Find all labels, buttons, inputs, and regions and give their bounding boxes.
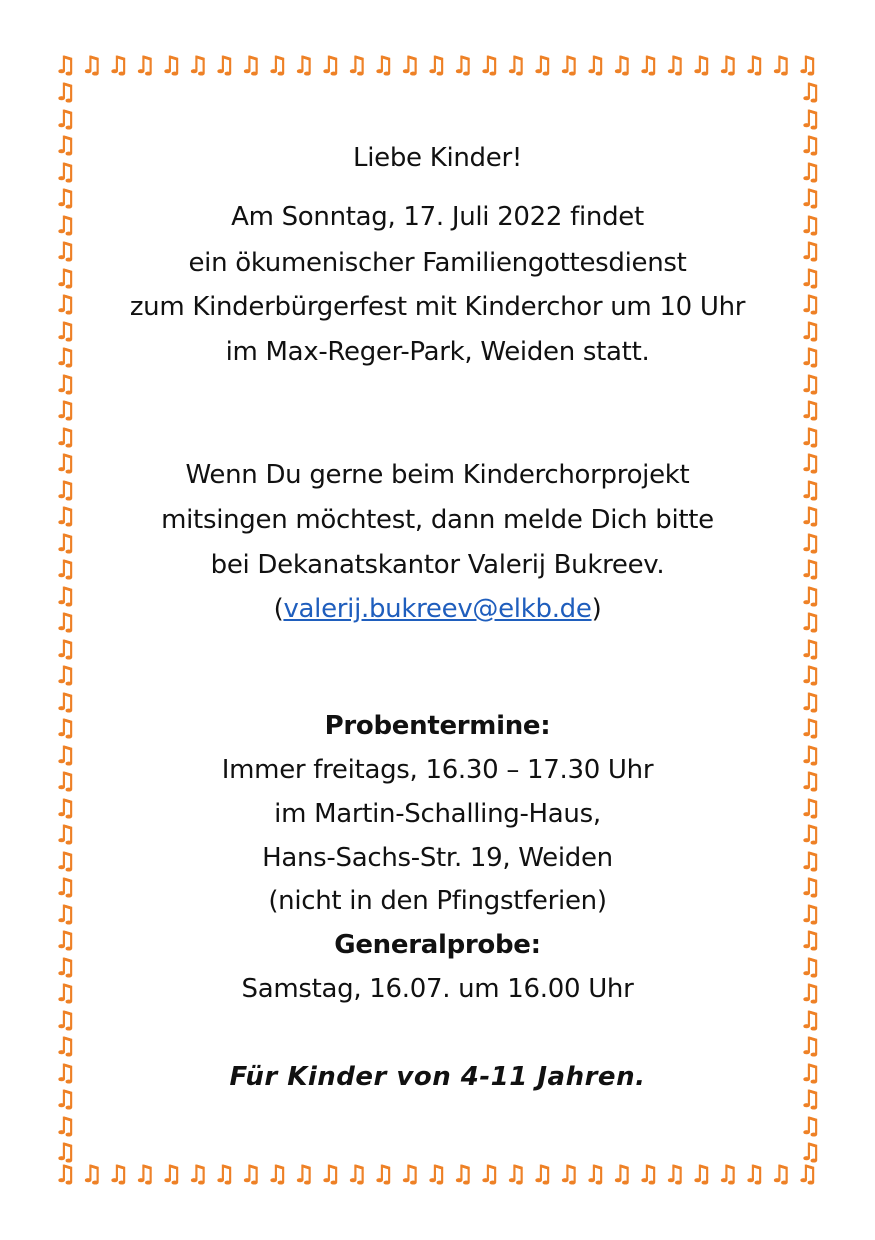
music-note-icon: ♫: [557, 51, 580, 80]
general-rehearsal-line: Samstag, 16.07. um 16.00 Uhr: [241, 974, 634, 1004]
music-note-icon: ♫: [54, 1032, 76, 1061]
music-note-icon: ♫: [799, 846, 821, 875]
music-note-icon: ♫: [796, 1160, 818, 1189]
music-note-icon: ♫: [80, 51, 103, 80]
music-note-icon: ♫: [504, 51, 527, 80]
music-note-icon: ♫: [743, 51, 765, 80]
music-note-icon: ♫: [799, 369, 821, 398]
music-note-icon: ♫: [799, 1085, 821, 1114]
music-note-icon: ♫: [54, 78, 76, 107]
music-note-icon: ♫: [54, 502, 76, 531]
music-note-icon: ♫: [54, 263, 76, 292]
music-note-icon: ♫: [610, 51, 633, 80]
music-note-icon: ♫: [799, 157, 821, 186]
music-note-icon: ♫: [54, 237, 76, 266]
music-note-icon: ♫: [799, 926, 821, 955]
music-note-icon: ♫: [266, 51, 288, 80]
music-note-icon: ♫: [213, 51, 235, 80]
music-note-icon: ♫: [186, 51, 209, 80]
music-note-icon: ♫: [266, 1160, 288, 1189]
music-note-icon: ♫: [54, 608, 76, 637]
music-note-icon: ♫: [799, 1058, 821, 1087]
music-note-icon: ♫: [584, 1160, 606, 1189]
music-note-icon: ♫: [54, 343, 76, 372]
music-note-icon: ♫: [610, 1160, 633, 1189]
music-note-icon: ♫: [54, 369, 76, 398]
music-note-icon: ♫: [451, 51, 474, 80]
music-note-icon: ♫: [799, 396, 821, 425]
announcement-line-3: zum Kinderbürgerfest mit Kinderchor um 10 Uhr: [129, 292, 746, 322]
music-note-icon: ♫: [54, 714, 76, 743]
email-paren-open: (: [273, 594, 284, 624]
music-note-icon: ♫: [799, 555, 821, 584]
audience-note: Für Kinder von 4-11 Jahren.: [229, 1062, 646, 1092]
music-note-icon: ♫: [54, 555, 76, 584]
music-note-icon: ♫: [160, 51, 182, 80]
music-note-icon: ♫: [451, 1160, 474, 1189]
music-note-icon: ♫: [663, 1160, 686, 1189]
music-note-icon: ♫: [743, 1160, 765, 1189]
music-note-icon: ♫: [799, 78, 821, 107]
music-note-icon: ♫: [345, 1160, 368, 1189]
rehearsal-line-4: (nicht in den Pfingstferien): [268, 886, 607, 916]
music-note-icon: ♫: [799, 1138, 821, 1167]
music-note-icon: ♫: [504, 1160, 527, 1189]
music-note-icon: ♫: [54, 1138, 76, 1167]
music-note-icon: ♫: [372, 51, 394, 80]
music-note-icon: ♫: [557, 1160, 580, 1189]
music-note-icon: ♫: [54, 290, 76, 319]
announcement-line-4: im Max-Reger-Park, Weiden statt.: [225, 337, 650, 367]
email-paren-close: ): [591, 594, 602, 624]
music-note-icon: ♫: [54, 634, 76, 663]
music-note-icon: ♫: [54, 952, 76, 981]
music-note-icon: ♫: [133, 1160, 156, 1189]
music-note-icon: ♫: [478, 1160, 500, 1189]
music-note-icon: ♫: [637, 1160, 659, 1189]
music-note-icon: ♫: [716, 1160, 739, 1189]
music-note-icon: ♫: [54, 1111, 76, 1140]
music-note-icon: ♫: [292, 1160, 315, 1189]
music-note-icon: ♫: [345, 51, 368, 80]
music-note-icon: ♫: [799, 608, 821, 637]
music-note-icon: ♫: [799, 475, 821, 504]
music-note-icon: ♫: [54, 1058, 76, 1087]
border-left: [52, 79, 79, 1166]
music-note-icon: ♫: [160, 1160, 182, 1189]
music-note-icon: ♫: [80, 1160, 103, 1189]
music-note-icon: ♫: [425, 51, 447, 80]
music-note-icon: ♫: [372, 1160, 394, 1189]
music-note-icon: ♫: [799, 184, 821, 213]
music-note-icon: ♫: [292, 51, 315, 80]
music-note-icon: ♫: [799, 714, 821, 743]
music-note-icon: ♫: [54, 740, 76, 769]
music-note-icon: ♫: [54, 396, 76, 425]
music-note-icon: ♫: [54, 687, 76, 716]
music-note-icon: ♫: [531, 1160, 553, 1189]
music-note-icon: ♫: [54, 793, 76, 822]
music-note-icon: ♫: [799, 952, 821, 981]
music-note-icon: ♫: [54, 449, 76, 478]
music-note-icon: ♫: [54, 1160, 76, 1189]
music-note-icon: ♫: [799, 581, 821, 610]
music-note-icon: ♫: [799, 1005, 821, 1034]
music-note-icon: ♫: [239, 51, 262, 80]
border-bottom: [52, 1161, 821, 1188]
music-note-icon: ♫: [799, 290, 821, 319]
music-note-icon: ♫: [637, 51, 659, 80]
music-note-icon: ♫: [690, 51, 712, 80]
music-note-icon: ♫: [531, 51, 553, 80]
announcement-line-1: Am Sonntag, 17. Juli 2022 findet: [231, 202, 644, 232]
music-note-icon: ♫: [799, 502, 821, 531]
music-note-icon: ♫: [107, 1160, 129, 1189]
email-line: [80, 594, 795, 624]
music-note-icon: ♫: [319, 1160, 341, 1189]
invitation-line-1: Wenn Du gerne beim Kinderchorprojekt: [185, 460, 690, 490]
music-note-icon: ♫: [54, 767, 76, 796]
music-note-icon: ♫: [799, 1032, 821, 1061]
general-rehearsal-heading: Generalprobe:: [334, 930, 541, 960]
music-note-icon: ♫: [799, 316, 821, 345]
music-note-icon: ♫: [799, 528, 821, 557]
email-link[interactable]: valerij.bukreev@elkb.de: [283, 594, 592, 624]
music-note-icon: ♫: [799, 820, 821, 849]
music-note-icon: ♫: [54, 184, 76, 213]
music-note-icon: ♫: [799, 131, 821, 160]
music-note-icon: ♫: [584, 51, 606, 80]
music-note-icon: ♫: [799, 740, 821, 769]
music-note-icon: ♫: [54, 899, 76, 928]
music-note-icon: ♫: [398, 51, 421, 80]
music-note-icon: ♫: [54, 475, 76, 504]
rehearsal-line-1: Immer freitags, 16.30 – 17.30 Uhr: [221, 755, 654, 785]
music-note-icon: ♫: [54, 873, 76, 902]
music-note-icon: ♫: [54, 131, 76, 160]
music-note-icon: ♫: [54, 820, 76, 849]
music-note-icon: ♫: [54, 926, 76, 955]
music-note-icon: ♫: [54, 1005, 76, 1034]
music-note-icon: ♫: [799, 873, 821, 902]
music-note-icon: ♫: [799, 449, 821, 478]
announcement-line-2: ein ökumenischer Familiengottesdienst: [188, 248, 687, 278]
music-note-icon: ♫: [239, 1160, 262, 1189]
music-note-icon: ♫: [54, 661, 76, 690]
music-note-icon: ♫: [799, 767, 821, 796]
music-note-icon: ♫: [54, 1085, 76, 1114]
rehearsal-line-2: im Martin-Schalling-Haus,: [274, 799, 601, 829]
music-note-icon: ♫: [716, 51, 739, 80]
music-note-icon: ♫: [54, 846, 76, 875]
music-note-icon: ♫: [690, 1160, 712, 1189]
music-note-icon: ♫: [663, 51, 686, 80]
music-note-icon: ♫: [54, 979, 76, 1008]
music-note-icon: ♫: [54, 157, 76, 186]
music-note-icon: ♫: [54, 422, 76, 451]
music-note-icon: ♫: [799, 687, 821, 716]
border-right: [797, 79, 824, 1166]
music-note-icon: ♫: [769, 51, 792, 80]
invitation-line-3: bei Dekanatskantor Valerij Bukreev.: [210, 550, 665, 580]
music-note-icon: ♫: [799, 661, 821, 690]
music-note-icon: ♫: [796, 51, 818, 80]
music-note-icon: ♫: [799, 343, 821, 372]
music-note-icon: ♫: [799, 979, 821, 1008]
music-note-icon: ♫: [799, 263, 821, 292]
music-note-icon: ♫: [799, 422, 821, 451]
music-note-icon: ♫: [769, 1160, 792, 1189]
music-note-icon: ♫: [319, 51, 341, 80]
music-note-icon: ♫: [54, 316, 76, 345]
border-top: [52, 52, 821, 79]
invitation-line-2: mitsingen möchtest, dann melde Dich bitte: [161, 505, 714, 535]
music-note-icon: ♫: [398, 1160, 421, 1189]
rehearsal-line-3: Hans-Sachs-Str. 19, Weiden: [262, 843, 613, 873]
music-note-icon: ♫: [799, 793, 821, 822]
music-note-icon: ♫: [425, 1160, 447, 1189]
music-note-icon: ♫: [133, 51, 156, 80]
music-note-icon: ♫: [478, 51, 500, 80]
music-note-icon: ♫: [54, 210, 76, 239]
greeting: Liebe Kinder!: [353, 143, 522, 173]
music-note-icon: ♫: [799, 237, 821, 266]
music-note-icon: ♫: [186, 1160, 209, 1189]
music-note-icon: ♫: [54, 51, 76, 80]
music-note-icon: ♫: [799, 210, 821, 239]
music-note-icon: ♫: [107, 51, 129, 80]
music-note-icon: ♫: [54, 528, 76, 557]
music-note-icon: ♫: [799, 899, 821, 928]
music-note-icon: ♫: [213, 1160, 235, 1189]
music-note-icon: ♫: [54, 581, 76, 610]
music-note-icon: ♫: [799, 634, 821, 663]
music-note-icon: ♫: [799, 104, 821, 133]
music-note-icon: ♫: [54, 104, 76, 133]
rehearsal-heading: Probentermine:: [324, 711, 551, 741]
music-note-icon: ♫: [799, 1111, 821, 1140]
